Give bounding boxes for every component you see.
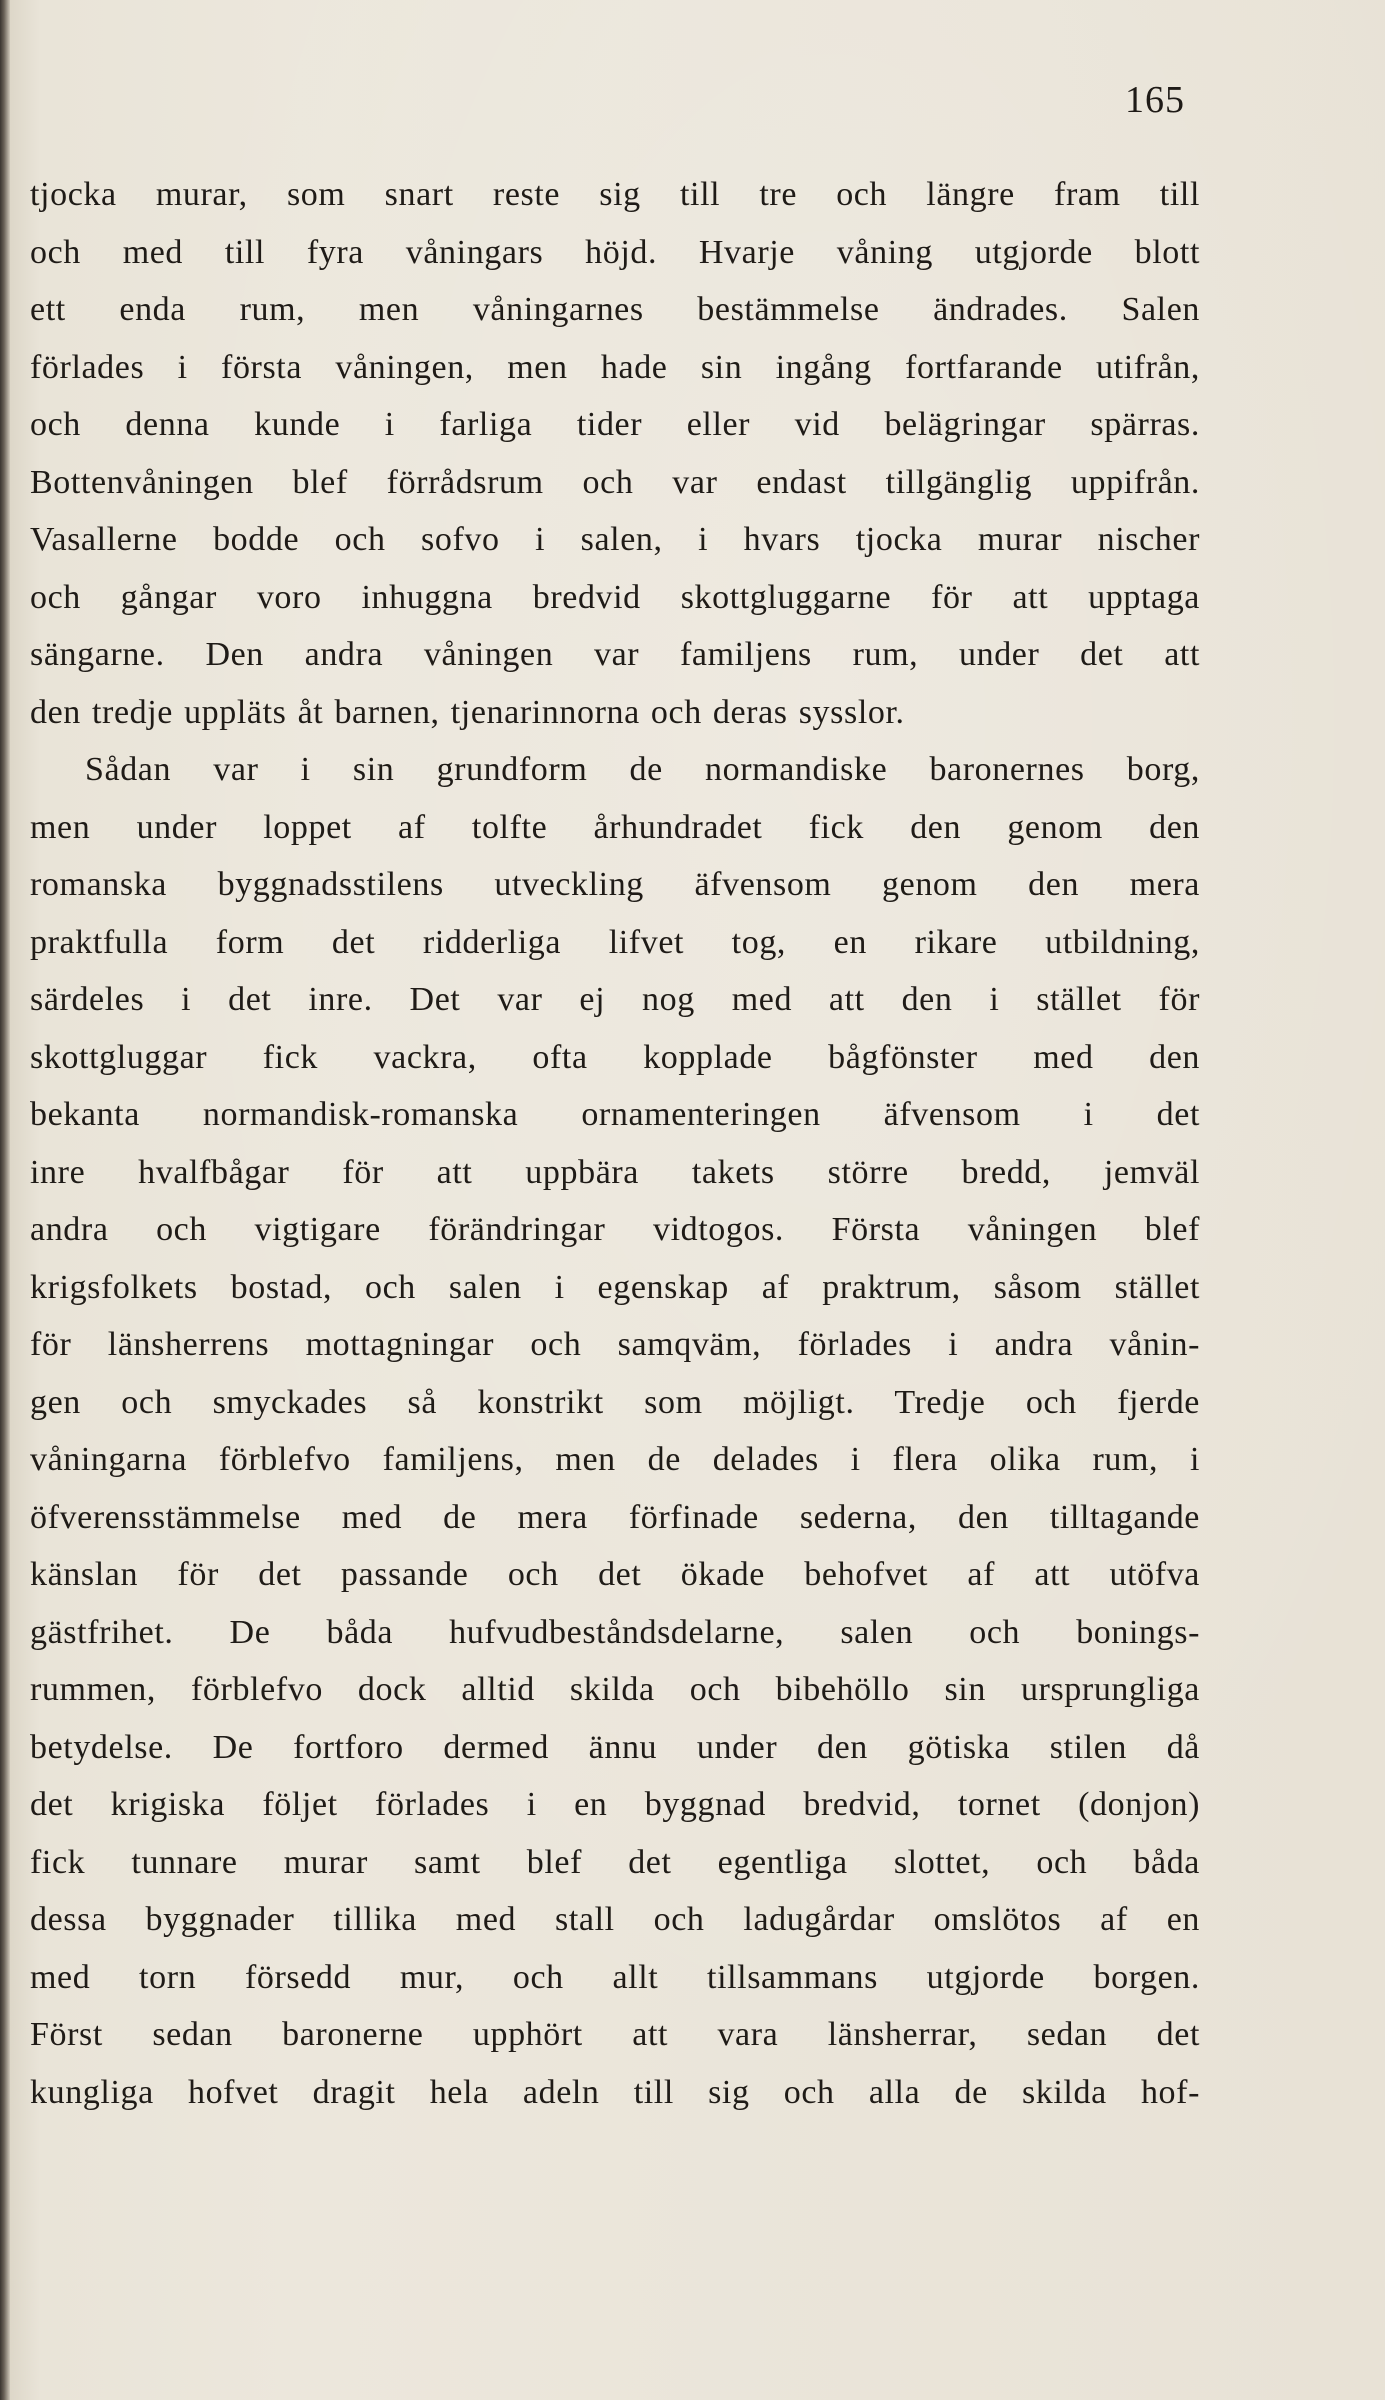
text-line: praktfulla form det ridderliga lifvet tog, en rikare utbildning,: [30, 923, 1200, 961]
text-line: bekanta normandisk-romanska ornamenteringen äfvensom i det: [30, 1096, 1200, 1133]
text-line: Först sedan baronerne upphört att vara länsherrar, sedan det: [30, 2016, 1200, 2053]
text-line: öfverensstämmelse med de mera förfinade sederna, den tilltagande: [30, 1498, 1200, 1536]
text-line: krigsfolkets bostad, och salen i egenskap af praktrum, såsom stället: [30, 1268, 1200, 1306]
text-line: tjocka murar, som snart reste sig till tre och längre fram till: [30, 176, 1200, 213]
text-line: Vasallerne bodde och sofvo i salen, i hvars tjocka murar nischer: [30, 521, 1200, 558]
text-line: med torn försedd mur, och allt tillsammans utgjorde borgen.: [30, 1958, 1200, 1996]
text-line: fick tunnare murar samt blef det egentliga slottet, och båda: [30, 1843, 1200, 1881]
text-line: kungliga hofvet dragit hela adeln till sig och alla de skilda hof-: [30, 2073, 1200, 2111]
text-line: romanska byggnadsstilens utveckling äfvensom genom den mera: [30, 866, 1200, 903]
paragraph-start-line: Sådan var i sin grundform de normandiske baronernes borg,: [85, 751, 1200, 788]
text-line: betydelse. De fortforo dermed ännu under den götiska stilen då: [30, 1728, 1200, 1766]
text-line: men under loppet af tolfte århundradet fick den genom den: [30, 808, 1200, 846]
text-line: för länsherrens mottagningar och samqväm, förlades i andra vånin-: [30, 1326, 1200, 1363]
text-line: särdeles i det inre. Det var ej nog med att den i stället för: [30, 981, 1200, 1018]
text-line: skottgluggar fick vackra, ofta kopplade bågfönster med den: [30, 1038, 1200, 1076]
text-line: den tredje uppläts åt barnen, tjenarinnorna och deras sysslor.: [30, 693, 905, 731]
text-line: känslan för det passande och det ökade behofvet af att utöfva: [30, 1556, 1200, 1593]
text-line: ett enda rum, men våningarnes bestämmelse ändrades. Salen: [30, 291, 1200, 328]
page-number: 165: [1125, 79, 1185, 121]
text-line: sängarne. Den andra våningen var familjens rum, under det att: [30, 636, 1200, 673]
text-line: gästfrihet. De båda hufvudbeståndsdelarne, salen och bonings-: [30, 1613, 1200, 1651]
text-line: dessa byggnader tillika med stall och ladugårdar omslötos af en: [30, 1901, 1200, 1938]
text-line: inre hvalfbågar för att uppbära takets större bredd, jemväl: [30, 1153, 1200, 1191]
binding-edge: [0, 0, 10, 2400]
text-line: och med till fyra våningars höjd. Hvarje våning utgjorde blott: [30, 233, 1200, 271]
body-text: [30, 166, 1200, 2121]
text-line: rummen, förblefvo dock alltid skilda och bibehöllo sin ursprungliga: [30, 1671, 1200, 1708]
text-line: våningarna förblefvo familjens, men de delades i flera olika rum, i: [30, 1441, 1200, 1478]
text-line: gen och smyckades så konstrikt som möjligt. Tredje och fjerde: [30, 1383, 1200, 1421]
text-line: Bottenvåningen blef förrådsrum och var endast tillgänglig uppifrån.: [30, 463, 1200, 501]
text-line: och gångar voro inhuggna bredvid skottgluggarne för att upptaga: [30, 578, 1200, 616]
text-line: förlades i första våningen, men hade sin ingång fortfarande utifrån,: [30, 348, 1200, 386]
text-line: andra och vigtigare förändringar vidtogos. Första våningen blef: [30, 1211, 1200, 1248]
text-line: det krigiska följet förlades i en byggnad bredvid, tornet (donjon): [30, 1786, 1200, 1823]
text-line: och denna kunde i farliga tider eller vid belägringar spärras.: [30, 406, 1200, 443]
